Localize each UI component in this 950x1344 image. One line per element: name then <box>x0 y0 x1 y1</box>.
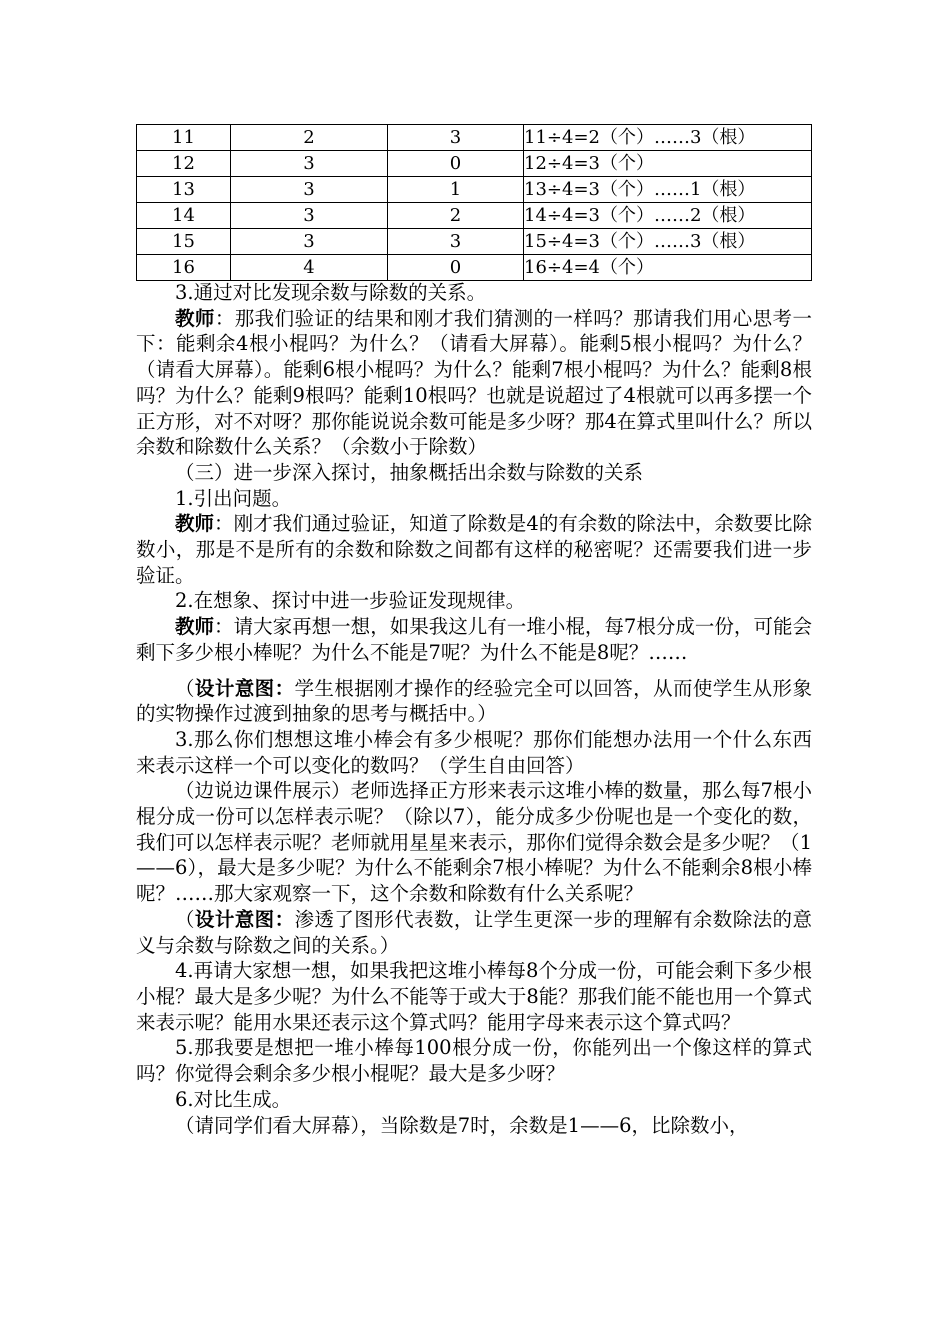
paragraph-step-6: 6.对比生成。 <box>175 1087 292 1111</box>
paragraph-text: ：那我们验证的结果和刚才我们猜测的一样吗？那请我们用心思考一下：能剩余4根小棍吗？为什么？（请看大屏幕）。能剩5根小棍吗？为什么？（请看大屏幕）。能剩6根小棍吗？为什么？能剩7根小棍吗？为什么？能剩8根吗？为什么？能剩9根吗？能剩10根吗？也就是说超过了4根就可以再多摆一个正方形，对不对呀？那你能说说余数可能是多少呀？那4在算式里叫什么？所以余数和除数什么关系？（余数小于除数） <box>136 306 812 459</box>
paragraph-teacher-1 <box>136 306 812 460</box>
paragraph-teacher-3 <box>136 614 812 665</box>
table-cell: 13 <box>137 177 231 203</box>
table-cell: 14 <box>137 203 231 229</box>
table-cell: 15 <box>137 229 231 255</box>
design-label: 设计意图： <box>194 676 295 700</box>
table-row <box>137 255 812 281</box>
body-text <box>136 280 812 1138</box>
design-label: 设计意图： <box>194 907 295 931</box>
table-cell: 3 <box>231 229 388 255</box>
paragraph-step-5: 5.那我要是想把一堆小棒每100根分成一份，你能列出一个像这样的算式吗？你觉得会剩余多少根小棍呢？最大是多少呀？ <box>136 1036 812 1086</box>
paragraph-step-1: 1.引出问题。 <box>175 486 292 510</box>
table-cell: 3 <box>231 203 388 229</box>
teacher-label: 教师 <box>175 512 215 536</box>
open-paren: （ <box>175 907 195 931</box>
table-cell: 14÷4=3（个）……2（根） <box>524 203 812 229</box>
paragraph-step-2: 2.在想象、探讨中进一步验证发现规律。 <box>175 589 526 613</box>
table-cell: 16÷4=4（个） <box>524 255 812 281</box>
paragraph-step-3: 3.通过对比发现余数与除数的关系。 <box>175 281 487 304</box>
table-row <box>137 203 812 229</box>
table-cell: 11÷4=2（个）……3（根） <box>524 125 812 151</box>
table-row <box>137 229 812 255</box>
paragraph-compare: （请同学们看大屏幕），当除数是7时，余数是1——6，比除数小， <box>175 1113 749 1137</box>
table-cell: 3 <box>388 229 524 255</box>
table-row <box>137 151 812 177</box>
table-cell: 4 <box>231 255 388 281</box>
table-cell: 15÷4=3（个）……3（根） <box>524 229 812 255</box>
paragraph-text: 渗透了图形代表数，让学生更深一步的理解有余数除法的意义与余数与除数之间的关系。） <box>136 907 812 957</box>
table-cell: 11 <box>137 125 231 151</box>
paragraph-text: 学生根据刚才操作的经验完全可以回答，从而使学生从形象的实物操作过渡到抽象的思考与概括中。） <box>136 676 812 726</box>
table-cell: 13÷4=3（个）……1（根） <box>524 177 812 203</box>
table-cell: 0 <box>388 255 524 281</box>
table-row <box>137 177 812 203</box>
teacher-label: 教师 <box>175 306 215 330</box>
table-cell: 3 <box>231 151 388 177</box>
table-cell: 12 <box>137 151 231 177</box>
design-intent-1 <box>136 676 812 727</box>
spacer <box>136 666 812 676</box>
table-cell: 16 <box>137 255 231 281</box>
table-cell: 12÷4=3（个） <box>524 151 812 177</box>
paragraph-step-4: 4.再请大家想一想，如果我把这堆小棒每8个分成一份，可能会剩下多少根小棍？最大是多少呢？为什么不能等于或大于8能？那我们能不能也用一个算式来表示呢？能用水果还表示这个算式吗？能用字母来表示这个算式吗？ <box>136 959 812 1034</box>
table-cell: 3 <box>231 177 388 203</box>
paragraph-text: ：刚才我们通过验证，知道了除数是4的有余数的除法中，余数要比除数小，那是不是所有的余数和除数之间都有这样的秘密呢？还需要我们进一步验证。 <box>136 512 812 587</box>
teacher-label: 教师 <box>175 615 215 639</box>
table-cell: 2 <box>388 203 524 229</box>
table-row <box>137 125 812 151</box>
paragraph-teacher-2 <box>136 511 812 588</box>
table-cell: 3 <box>388 125 524 151</box>
table-cell: 2 <box>231 125 388 151</box>
design-intent-2 <box>136 907 812 958</box>
open-paren: （ <box>175 676 195 700</box>
table-cell: 1 <box>388 177 524 203</box>
section-heading-3: （三）进一步深入探讨，抽象概括出余数与除数的关系 <box>175 460 644 484</box>
paragraph-demo: （边说边课件展示）老师选择正方形来表示这堆小棒的数量，那么每7根小棍分成一份可以怎样表示呢？（除以7），能分成多少份呢也是一个变化的数，我们可以怎样表示呢？老师就用星星来表示，那你们觉得余数会是多少呢？（1——6），最大是多少呢？为什么不能剩余7根小棒呢？为什么不能剩余8根小棒呢？……那大家观察一下，这个余数和除数有什么关系呢？ <box>136 779 812 906</box>
table-cell: 0 <box>388 151 524 177</box>
paragraph-step-3b: 3.那么你们想想这堆小棒会有多少根呢？那你们能想办法用一个什么东西来表示这样一个可以变化的数吗？（学生自由回答） <box>136 727 812 777</box>
paragraph-text: ：请大家再想一想，如果我这儿有一堆小棍，每7根分成一份，可能会剩下多少根小棒呢？为什么不能是7呢？为什么不能是8呢？…… <box>136 615 812 664</box>
results-table <box>136 124 812 281</box>
